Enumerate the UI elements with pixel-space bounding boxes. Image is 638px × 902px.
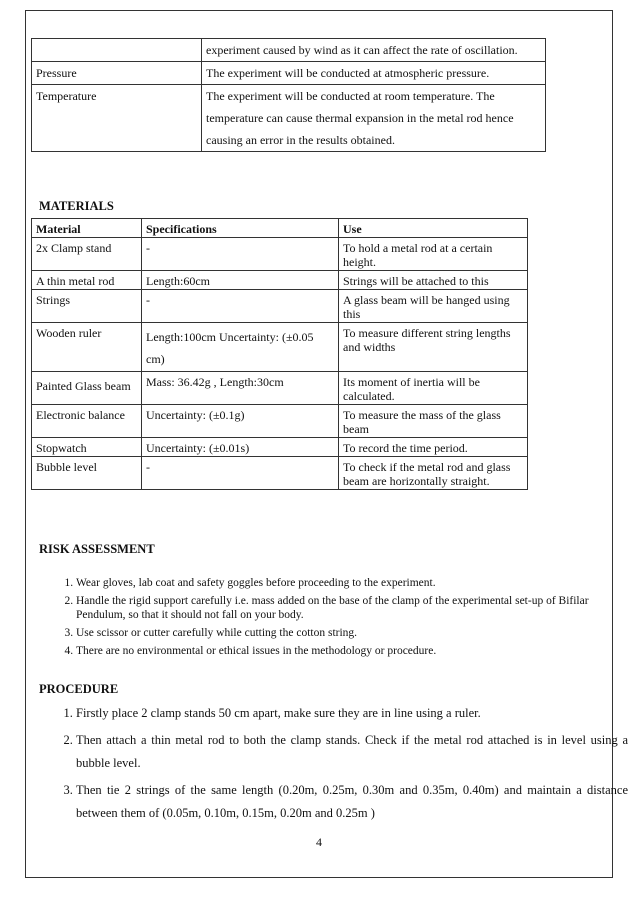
- table-cell: The experiment will be conducted at room temperature. The temperature can cause thermal expansion in the metal rod hence causing an error in the results obtained.: [202, 85, 546, 152]
- table-cell: Wooden ruler: [32, 323, 142, 372]
- table-cell: To measure different string lengths and widths: [339, 323, 528, 372]
- table-row: [32, 323, 528, 372]
- list-item: 4. There are no environmental or ethical issues in the methodology or procedure.: [76, 644, 626, 658]
- risk-heading: RISK ASSESSMENT: [39, 542, 155, 556]
- table-cell: Length:100cm Uncertainty: (±0.05 cm): [142, 323, 339, 372]
- table-cell: To hold a metal rod at a certain height.: [339, 238, 528, 271]
- table-row: [32, 238, 528, 271]
- table-row: [32, 290, 528, 323]
- procedure-heading: PROCEDURE: [39, 682, 119, 696]
- list-item: 2. Then attach a thin metal rod to both the clamp stands. Check if the metal rod attached is in level using a bubble level.: [76, 729, 628, 775]
- list-item: 3. Use scissor or cutter carefully while cutting the cotton string.: [76, 626, 626, 640]
- table-cell: experiment caused by wind as it can affect the rate of oscillation.: [202, 39, 546, 62]
- list-item: 1. Wear gloves, lab coat and safety goggles before proceeding to the experiment.: [76, 576, 626, 590]
- table-cell: Bubble level: [32, 457, 142, 490]
- table-cell: -: [142, 238, 339, 271]
- table-cell: A thin metal rod: [32, 271, 142, 290]
- page-number: 4: [316, 835, 322, 849]
- table-cell: The experiment will be conducted at atmospheric pressure.: [202, 62, 546, 85]
- table-row: [32, 457, 528, 490]
- table-cell: Stopwatch: [32, 438, 142, 457]
- table-cell: Painted Glass beam: [32, 372, 142, 405]
- column-header: Material: [32, 219, 142, 238]
- table-cell: To measure the mass of the glass beam: [339, 405, 528, 438]
- materials-heading: MATERIALS: [39, 199, 114, 213]
- table-cell: -: [142, 457, 339, 490]
- risk-list: [52, 576, 626, 662]
- table-cell: 2x Clamp stand: [32, 238, 142, 271]
- table-header-row: [32, 219, 528, 238]
- table-row: [32, 39, 546, 62]
- table-cell: -: [142, 290, 339, 323]
- table-cell: Electronic balance: [32, 405, 142, 438]
- table-cell: To record the time period.: [339, 438, 528, 457]
- table-row: [32, 438, 528, 457]
- materials-table: [31, 218, 528, 490]
- table-cell: Temperature: [32, 85, 202, 152]
- table-cell: Uncertainty: (±0.1g): [142, 405, 339, 438]
- table-cell: [32, 39, 202, 62]
- table-cell: Strings: [32, 290, 142, 323]
- table-row: [32, 271, 528, 290]
- table-cell: Strings will be attached to this: [339, 271, 528, 290]
- table-cell: Pressure: [32, 62, 202, 85]
- table-cell: Mass: 36.42g , Length:30cm: [142, 372, 339, 405]
- table-row: [32, 85, 546, 152]
- list-item: 1. Firstly place 2 clamp stands 50 cm apart, make sure they are in line using a ruler.: [76, 702, 628, 725]
- table-row: [32, 405, 528, 438]
- column-header: Use: [339, 219, 528, 238]
- procedure-list: [52, 702, 628, 829]
- list-item: 2. Handle the rigid support carefully i.e. mass added on the base of the clamp of the experimental set-up of Bifilar Pendulum, so that it should not fall on your body.: [76, 594, 626, 622]
- table-cell: Its moment of inertia will be calculated.: [339, 372, 528, 405]
- table-cell: A glass beam will be hanged using this: [339, 290, 528, 323]
- column-header: Specifications: [142, 219, 339, 238]
- list-item: 3. Then tie 2 strings of the same length (0.20m, 0.25m, 0.30m and 0.35m, 0.40m) and maintain a distance between them of (0.05m, 0.10m, 0.15m, 0.20m and 0.25m ): [76, 779, 628, 825]
- table-cell: To check if the metal rod and glass beam are horizontally straight.: [339, 457, 528, 490]
- table-cell: Uncertainty: (±0.01s): [142, 438, 339, 457]
- table-row: [32, 372, 528, 405]
- variables-table: [31, 38, 546, 152]
- table-row: [32, 62, 546, 85]
- table-cell: Length:60cm: [142, 271, 339, 290]
